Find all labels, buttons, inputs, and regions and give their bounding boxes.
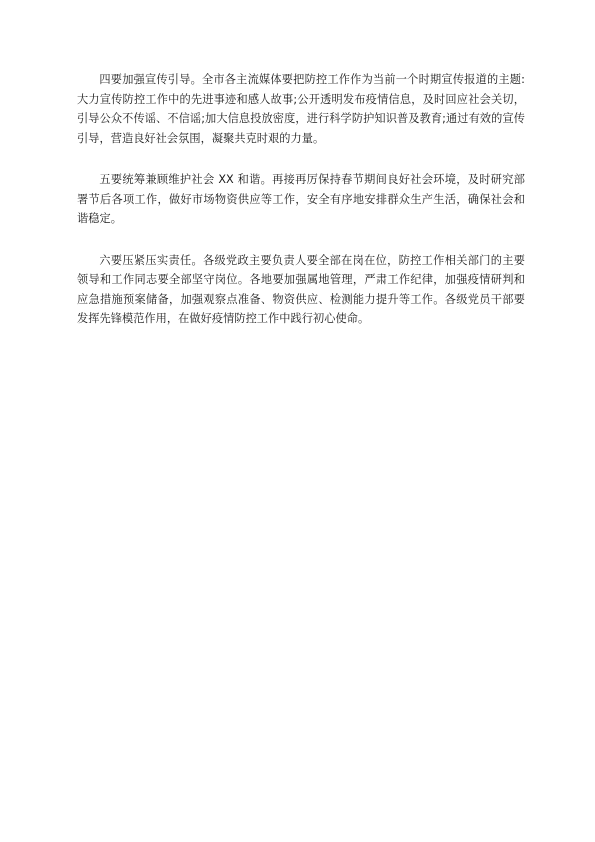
document-body — [77, 70, 525, 351]
paragraph-social-harmony: 五要统筹兼顾维护社会 XX 和谐。再接再厉保持春节期间良好社会环境，及时研究部署节后各项工作，做好市场物资供应等工作，安全有序地安排群众生产生活，确保社会和谐稳定。 — [77, 173, 525, 225]
paragraph-propaganda-guidance: 四要加强宣传引导。全市各主流媒体要把防控工作作为当前一个时期宣传报道的主题:大力宣传防控工作中的先进事迹和感人故事;公开透明发布疫情信息，及时回应社会关切，引导公众不传谣、不信谣;加大信息投放密度，进行科学防护知识普及教育;通过有效的宣传引导，营造良好社会氛围，凝聚共克时艰的力量。 — [77, 73, 525, 145]
paragraph-responsibility: 六要压紧压实责任。各级党政主要负责人要全部在岗在位，防控工作相关部门的主要领导和工作同志要全部坚守岗位。各地要加强属地管理，严肃工作纪律，加强疫情研判和应急措施预案储备，加强观察点准备、物资供应、检测能力提升等工作。各级党员干部要发挥先锋模范作用，在做好疫情防控工作中践行初心使命。 — [77, 253, 525, 325]
